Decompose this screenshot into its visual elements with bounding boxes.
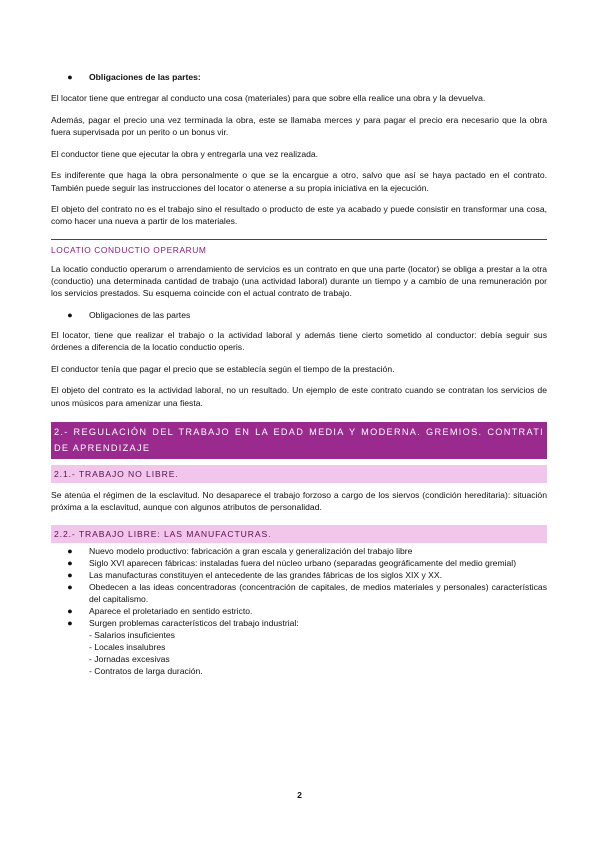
bullet-icon: ●	[67, 618, 73, 629]
paragraph: Es indiferente que haga la obra personalmente o que se la encargue a otro, salvo que así se haya pactado en el contrato. También puede seguir las instrucciones del locator o atenerse a su propia iniciativa en la ejecución.	[51, 170, 547, 193]
paragraph: El objeto del contrato es la actividad laboral, no un resultado. Un ejemplo de este contrato cuando se contratan los servicios de unos músicos para amenizar una fiesta.	[51, 385, 547, 408]
paragraph: El locator tiene que entregar al conducto una cosa (materiales) para que sobre ella realice una obra y la devuelva.	[51, 93, 486, 103]
bullet-item	[51, 569, 547, 581]
bullet-text: Obligaciones de las partes	[89, 309, 191, 320]
sub-list-item: - Locales insalubres	[89, 642, 166, 653]
chapter-heading: 2.- REGULACIÓN DEL TRABAJO EN LA EDAD MEDIA Y MODERNA. GREMIOS. CONTRATI DE APRENDIZAJE	[51, 422, 547, 459]
paragraph: El objeto del contrato no es el trabajo sino el resultado o producto de este ya acabado y puede consistir en transformar una cosa, como hacer una nueva a partir de los materiales.	[51, 204, 547, 227]
bullet-icon: ●	[67, 546, 73, 557]
bullet-text: Aparece el proletariado en sentido estricto.	[89, 606, 253, 617]
paragraph: El conductor tenía que pagar el precio que se establecía según el tiempo de la prestación.	[51, 363, 395, 374]
bullet-item	[51, 71, 547, 83]
paragraph: La locatio conductio operarum o arrendamiento de servicios es un contrato en que una parte (locator) se obliga a prestar a la otra (conductio) una determinada cantidad de trabajo (una actividad laboral) durante un tiempo y a cambio de una remuneración por los servicios prestados. Su esquema coincide con el actual contrato de trabajo.	[51, 263, 547, 299]
paragraph: Se atenúa el régimen de la esclavitud. No desaparece el trabajo forzoso a cargo de los siervos (condición hereditaria): situación próxima a la esclavitud, aunque con algunos atributos de personalidad.	[51, 489, 547, 512]
bullet-icon: ●	[67, 309, 73, 320]
bullet-item	[51, 617, 547, 629]
bullet-text: Surgen problemas característicos del trabajo industrial:	[89, 618, 299, 629]
page-content	[51, 71, 547, 677]
paragraph: El conductor tiene que ejecutar la obra y entregarla una vez realizada.	[51, 148, 319, 159]
bullet-text: Las manufacturas constituyen el antecedente de las grandes fábricas de los siglos XIX y XX.	[89, 570, 443, 581]
bullet-item	[51, 557, 547, 569]
bullet-item	[51, 581, 547, 605]
sub-list-item: - Jornadas excesivas	[89, 654, 170, 665]
sub-list-item: - Contratos de larga duración.	[89, 666, 203, 677]
bullet-icon: ●	[67, 72, 73, 82]
bullet-text: Nuevo modelo productivo: fabricación a gran escala y generalización del trabajo libre	[89, 546, 413, 557]
bullet-text: Obedecen a las ideas concentradoras (concentración de capitales, de medios materiales y personales) características del capitalismo.	[89, 582, 547, 605]
bullet-icon: ●	[67, 582, 73, 593]
bullet-item	[51, 309, 547, 321]
bullet-item	[51, 545, 547, 557]
subsection-heading: 2.1.- TRABAJO NO LIBRE.	[51, 465, 547, 483]
bullet-icon: ●	[67, 606, 73, 617]
bullet-text: Siglo XVI aparecen fábricas: instaladas fuera del núcleo urbano (separadas geográficamente del medio gremial)	[89, 558, 517, 569]
bullet-item	[51, 605, 547, 617]
bullet-icon: ●	[67, 570, 73, 581]
subsection-heading: 2.2.- TRABAJO LIBRE: LAS MANUFACTURAS.	[51, 525, 547, 543]
paragraph: El locator, tiene que realizar el trabajo o la actividad laboral y además tiene cierto sometido al conductor: debía seguir sus órdenes a diferencia de la locatio conductio operis.	[51, 329, 547, 352]
page-number: 2	[297, 790, 302, 800]
bullet-text: Obligaciones de las partes:	[89, 72, 201, 82]
section-heading: LOCATIO CONDUCTIO OPERARUM	[51, 239, 547, 256]
sub-list-item: - Salarios insuficientes	[89, 630, 175, 641]
paragraph: Además, pagar el precio una vez terminada la obra, este se llamaba merces y para pagar el precio era necesario que la obra fuera supervisada por un perito o un bonus vir.	[51, 114, 547, 137]
bullet-icon: ●	[67, 558, 73, 569]
